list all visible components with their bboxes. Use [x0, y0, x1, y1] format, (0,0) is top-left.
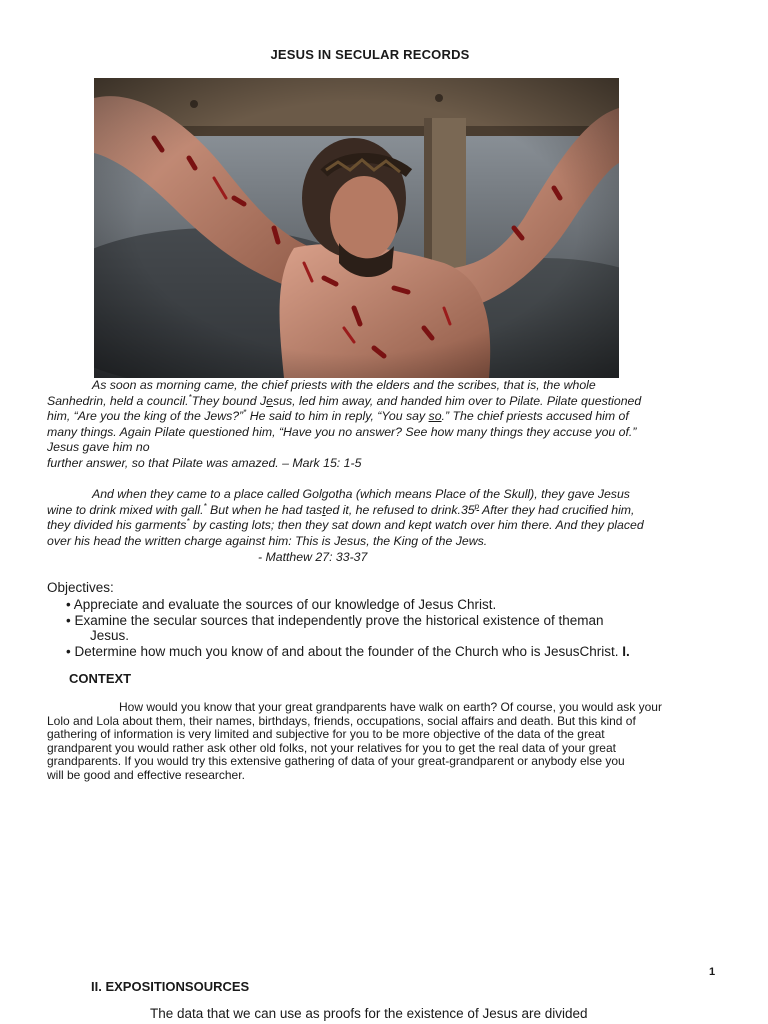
- passage-mark-line4: many things. Again Pilate questioned him, “Have you no answer? See how many things they accuse you of.”: [47, 424, 637, 439]
- passage-matthew-line1: And when they came to a place called Golgotha (which means Place of the Skull), they gave Jesus: [92, 487, 630, 501]
- crucifixion-photo: [94, 78, 619, 378]
- objectives-heading: Objectives:: [47, 580, 114, 595]
- passage-matthew-line2: wine to drink mixed with gall.* But when he had tasted it, he refused to drink.35$^p$ After they had crucified him,: [47, 501, 635, 517]
- context-line-5: grandparents. If you would try this extensive gathering of data of your great-grandparent or anybody else you: [47, 754, 625, 769]
- context-paragraph: [47, 701, 725, 783]
- page-number: 1: [709, 966, 716, 978]
- passage-mark-line6: further answer, so that Pilate was amazed. – Mark 15: 1-5: [47, 456, 362, 470]
- document-title: JESUS IN SECULAR RECORDS: [270, 47, 470, 62]
- passage-matthew-line3: they divided his garments* by casting lots; then they sat down and kept watch over him there. And they placed: [47, 517, 644, 533]
- objective-item-1: • Appreciate and evaluate the sources of our knowledge of Jesus Christ.: [66, 597, 497, 612]
- context-line-2: Lolo and Lola about them, their names, birthdays, friends, occupations, social affairs and death. But this kind of: [47, 713, 636, 728]
- objective-item-3: • Determine how much you know of and about the founder of the Church who is JesusChrist. I.: [66, 643, 630, 659]
- context-heading: CONTEXT: [69, 671, 132, 686]
- context-line-1: How would you know that your great grandparents have walk on earth? Of course, you would ask your: [119, 700, 662, 714]
- exposition-heading: II. EXPOSITIONSOURCES: [91, 979, 250, 994]
- passage-matthew-line4: over his head the written charge against him: This is Jesus, the King of the Jews.: [47, 533, 488, 548]
- passage-mark-line1: As soon as morning came, the chief priests with the elders and the scribes, that is, the whole: [92, 378, 596, 392]
- passage-mark-line2: Sanhedrin, held a council.*They bound Jesus, led him away, and handed him over to Pilate. Pilate questioned: [47, 392, 642, 408]
- objective-item-2-cont: Jesus.: [90, 628, 130, 643]
- exposition-body: The data that we can use as proofs for the existence of Jesus are divided: [150, 1006, 588, 1021]
- context-line-4: grandparent you would rather ask other old folks, not your relatives for you to get the real data of your great: [47, 740, 616, 755]
- objective-item-2: • Examine the secular sources that independently prove the historical existence of theman: [66, 612, 604, 628]
- context-line-3: gathering of information is very limited and subjective for you to be more objective of the data of the great: [47, 727, 605, 742]
- context-line-6: will be good and effective researcher.: [47, 767, 245, 782]
- crucifixion-photo-icon: [94, 78, 619, 378]
- objectives-list: [66, 597, 746, 659]
- passage-matthew-reference: - Matthew 27: 33-37: [258, 550, 368, 564]
- passage-mark-line5: Jesus gave him no: [47, 440, 150, 455]
- passage-mark-line3: him, “Are you the king of the Jews?”* He said to him in reply, “You say so.” The chief priests accused him of: [47, 408, 629, 424]
